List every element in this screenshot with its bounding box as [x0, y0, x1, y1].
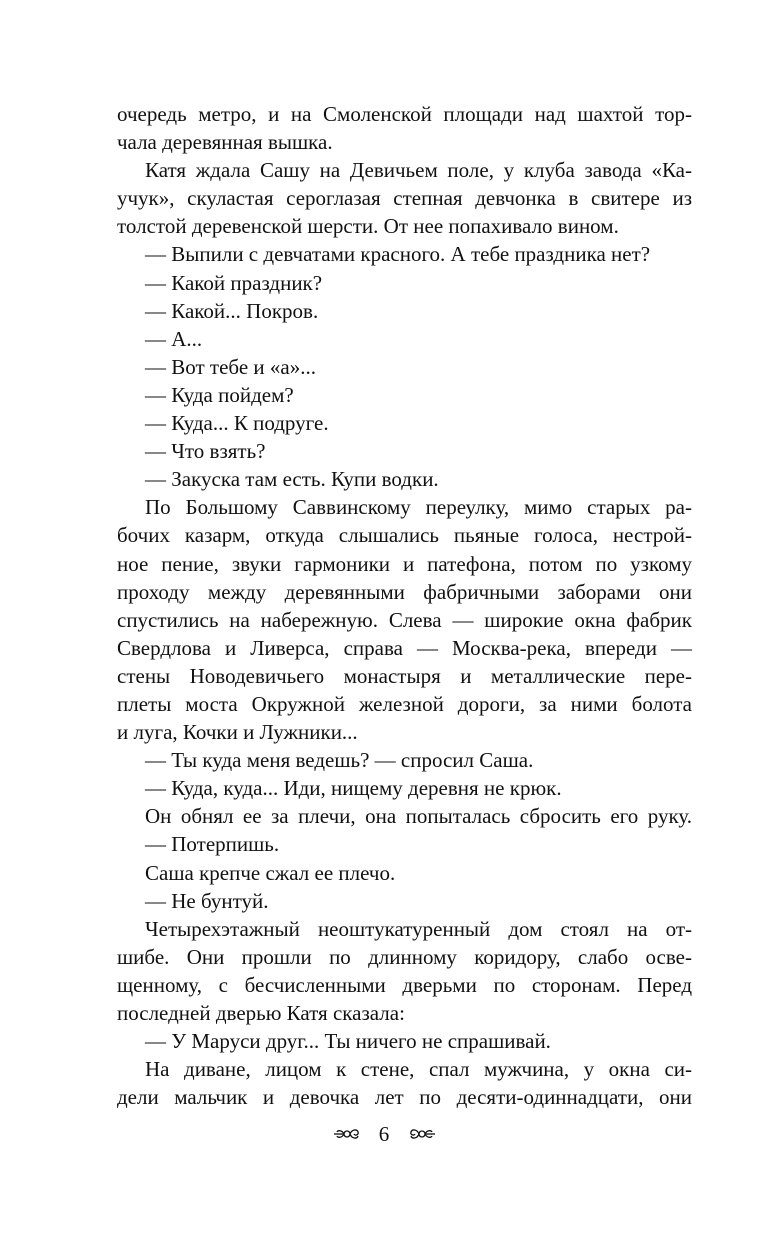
text-line: — Куда... К подруге.	[145, 411, 329, 436]
text-line: дели мальчик и девочка лет по десяти-одиннадцати, они	[117, 1085, 692, 1110]
text-line: толстой деревенской шерсти. От нее попахивало вином.	[117, 214, 619, 239]
text-line: — Куда пойдем?	[145, 382, 294, 407]
text-line: учук», скуластая сероглазая степная девчонка в свитере из	[117, 186, 692, 211]
page-number: 6	[378, 1121, 390, 1146]
text-line: — Не бунтуй.	[145, 888, 269, 913]
text-line: стены Новодевичьего монастыря и металлические пере-	[117, 663, 692, 688]
page-footer	[0, 1120, 768, 1147]
text-line: — Куда, куда... Иди, нищему деревня не крюк.	[145, 776, 562, 801]
text-line: — А...	[145, 326, 203, 351]
text-line: очередь метро, и на Смоленской площади над шахтой тор-	[117, 102, 692, 126]
text-line: — У Маруси друг... Ты ничего не спрашивай.	[145, 1029, 551, 1054]
text-line: проходу между деревянными фабричными заборами они	[117, 579, 692, 604]
text-line: — Закуска там есть. Купи водки.	[145, 467, 439, 492]
text-line: Катя ждала Сашу на Девичьем поле, у клуба завода «Ка-	[145, 158, 692, 183]
text-line: чала деревянная вышка.	[117, 130, 333, 155]
text-line: шибе. Они прошли по длинному коридору, слабо осве-	[117, 944, 692, 969]
text-line: бочих казарм, откуда слышались пьяные голоса, нестрой-	[117, 523, 692, 548]
text-line: Он обнял ее за плечи, она попыталась сбросить его руку.	[145, 804, 692, 829]
text-block	[117, 100, 692, 1111]
text-line: — Потерпишь.	[145, 832, 280, 857]
text-line: последней дверью Катя сказала:	[117, 1001, 405, 1025]
text-line: — Что взять?	[145, 439, 266, 464]
text-line: — Какой праздник?	[145, 270, 323, 295]
text-line: Четырехэтажный неоштукатуренный дом стоял на от-	[145, 916, 692, 941]
text-line: щенному, с бесчисленными дверьми по сторонам. Перед	[117, 972, 692, 997]
text-line: — Ты куда меня ведешь? — спросил Саша.	[145, 748, 534, 773]
text-line: спустились на набережную. Слева — широкие окна фабрик	[117, 607, 692, 632]
left-ornament-icon	[332, 1126, 362, 1142]
text-line: плеты моста Окружной железной дороги, за ними болота	[117, 691, 692, 716]
text-line: Саша крепче сжал ее плечо.	[145, 860, 396, 885]
text-line: — Выпили с девчатами красного. А тебе праздника нет?	[145, 242, 651, 267]
text-line: и луга, Кочки и Лужники...	[117, 720, 358, 745]
right-ornament-icon	[407, 1126, 437, 1142]
text-line: Свердлова и Ливерса, справа — Москва-река, впереди —	[117, 635, 692, 660]
text-line: — Вот тебе и «а»...	[145, 354, 316, 379]
text-line: По Большому Саввинскому переулку, мимо старых ра-	[145, 495, 692, 520]
text-line: На диване, лицом к стене, спал мужчина, у окна си-	[145, 1057, 692, 1082]
text-line: — Какой... Покров.	[145, 298, 319, 323]
text-line: ное пение, звуки гармоники и патефона, потом по узкому	[117, 551, 692, 576]
